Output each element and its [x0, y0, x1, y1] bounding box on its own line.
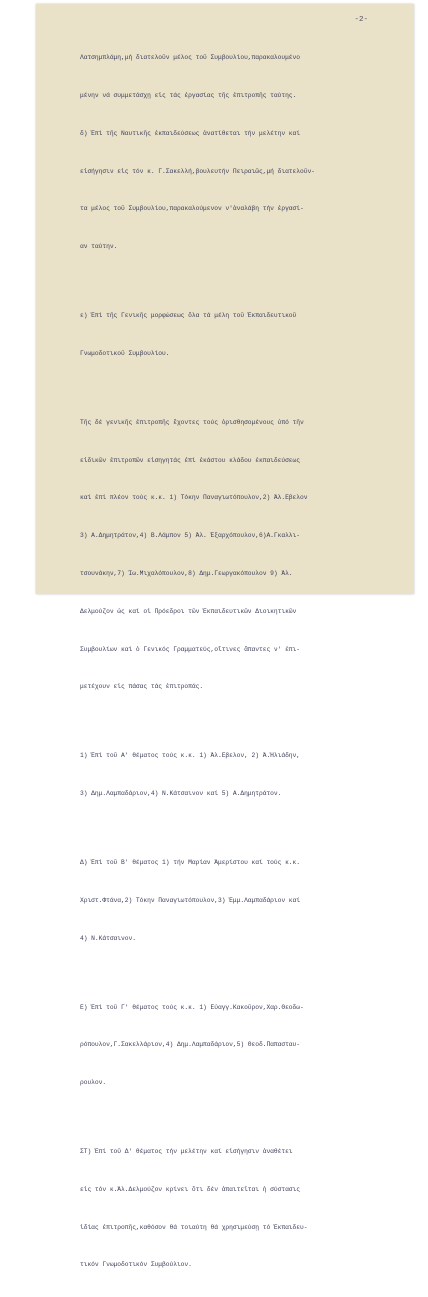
paragraph-gap [80, 826, 408, 832]
text-line: ρόπουλον,Γ.Σακελλάριον,4) Δημ.Λαμπαδάριον,5) Θεοδ.Παπασταυ- [80, 1041, 300, 1049]
text-line: αν ταύτην. [80, 243, 118, 251]
text-line: ε) Ἐπί τῆς Γενικῆς μορφώσεως ὅλα τά μέλη τοῦ Ἐκπαιδευτικοῦ [80, 312, 297, 320]
text-line: εἰς τόν κ.Ἀλ.Δελμούζον κρίνει ὅτι δέν ἀπαιτεῖται ἡ σύστασις [80, 1185, 300, 1193]
paragraph-gap [80, 719, 408, 725]
text-line: ρουλον. [80, 1079, 107, 1087]
text-line: τα μέλος τοῦ Συμβουλίου,παρακαλούμενον ν'ἀναλάβη τήν ἐργασί- [80, 205, 304, 213]
text-line: εἰδικῶν ἐπιτροπῶν εἰσηγητάς ἐπί ἑκάστου κλάδου ἐκπαιδεύσεως [80, 456, 300, 464]
text-line: Χριστ.Φτάνα,2) Τόκην Παναγιωτόπουλον,3) Ἐμμ.Λαμπαδάριον καί [80, 896, 300, 904]
text-line: Ε) Ἐπί τοῦ Γ' θέματος τούς κ.κ. 1) Εὐαγγ.Κακοῦρον,Χαρ.Θεοδω- [80, 1003, 304, 1011]
text-line: Γνωμοδοτικοῦ Συμβουλίου. [80, 349, 170, 357]
text-line: 1) Ἐπί τοῦ Α' θέματος τούς κ.κ. 1) Ἀλ.Εβελον, 2) Ἀ.Ἠλιάδην, [80, 752, 300, 760]
typed-text-body [80, 27, 408, 1297]
text-line: ΣΤ) Ἐπί τοῦ Δ' θέματος τήν μελέτην καί εἰσήγησιν ἀναθέτει [80, 1148, 293, 1156]
text-line: τικόν Γνωμοδοτικόν Συμβούλιον. [80, 1261, 192, 1269]
text-line: Δελμούζον ὡς καί οἱ Πρόεδροι τῶν Ἐκπαιδευτικῶν Διοικητικῶν [80, 607, 297, 615]
text-line: Συμβουλίων καί ὁ Γενικός Γραμματεύς,οἵτινες ἅπαντες ν' ἐπι- [80, 645, 300, 653]
text-line: μένην νά συμμετάσχῃ εἰς τάς ἐργασίας τῆς ἐπιτροπῆς ταύτης. [80, 91, 297, 99]
text-line: 3) Α.Δημητράτον,4) Β.Λάμπον 5) Ἀλ. Ἐξαρχόπουλον,6)Α.Γκαλλι- [80, 532, 300, 540]
text-line: δ) Ἐπί τῆς Ναυτικῆς ἐκπαιδεύσεως ἀνατίθεται τήν μελέτην καί [80, 129, 300, 137]
paragraph-gap [80, 1115, 408, 1121]
paragraph-gap [80, 279, 408, 285]
text-line: καί ἐπί πλέον τούς κ.κ. 1) Τόκην Παναγιωτόπουλον,2) Ἀλ.Εβελον [80, 494, 308, 502]
text-line: ἰδίας ἐπιτροπῆς,καθόσον θά τοιαύτη θά χρησιμεύσῃ τό Ἐκπαιδευ- [80, 1223, 308, 1231]
paragraph-gap [80, 386, 408, 392]
paragraph-gap [80, 970, 408, 976]
text-line: μετέχουν εἰς πάσας τάς ἐπιτροπάς. [80, 683, 204, 691]
text-line: Δ) Ἐπί τοῦ Β' θέματος 1) τήν Μαρίαν Ἀμερίστου καί τούς κ.κ. [80, 859, 300, 866]
text-line: τσουνάκην,7) Ἰω.Μιχαλόπουλον,8) Δημ.Γεωργακόπουλον 9) Ἀλ. [80, 569, 293, 577]
document-page [36, 4, 414, 1269]
text-line: 3) Δημ.Λαμπαδάριον,4) Ν.Κάτσαινον καί 5) Α.Δημητράτον. [80, 790, 282, 798]
text-line: 4) Ν.Κάτσαινον. [80, 934, 136, 942]
text-line: Τῆς δέ γενικῆς ἐπιτροπῆς ἔχοντες τούς ὁρισθησομένους ὑπό τῆν [80, 418, 304, 426]
page-number: -2- [354, 16, 368, 24]
text-line: εἰσήγησιν εἰς τόν κ. Γ.Σακελλή,βουλευτήν Πειραιῶς,μή διατελοῦν- [80, 167, 315, 175]
text-line: Λατσημπλάμη,μή διατελοῦν μέλος τοῦ Συμβουλίου,παρακαλουμένο [80, 54, 300, 62]
